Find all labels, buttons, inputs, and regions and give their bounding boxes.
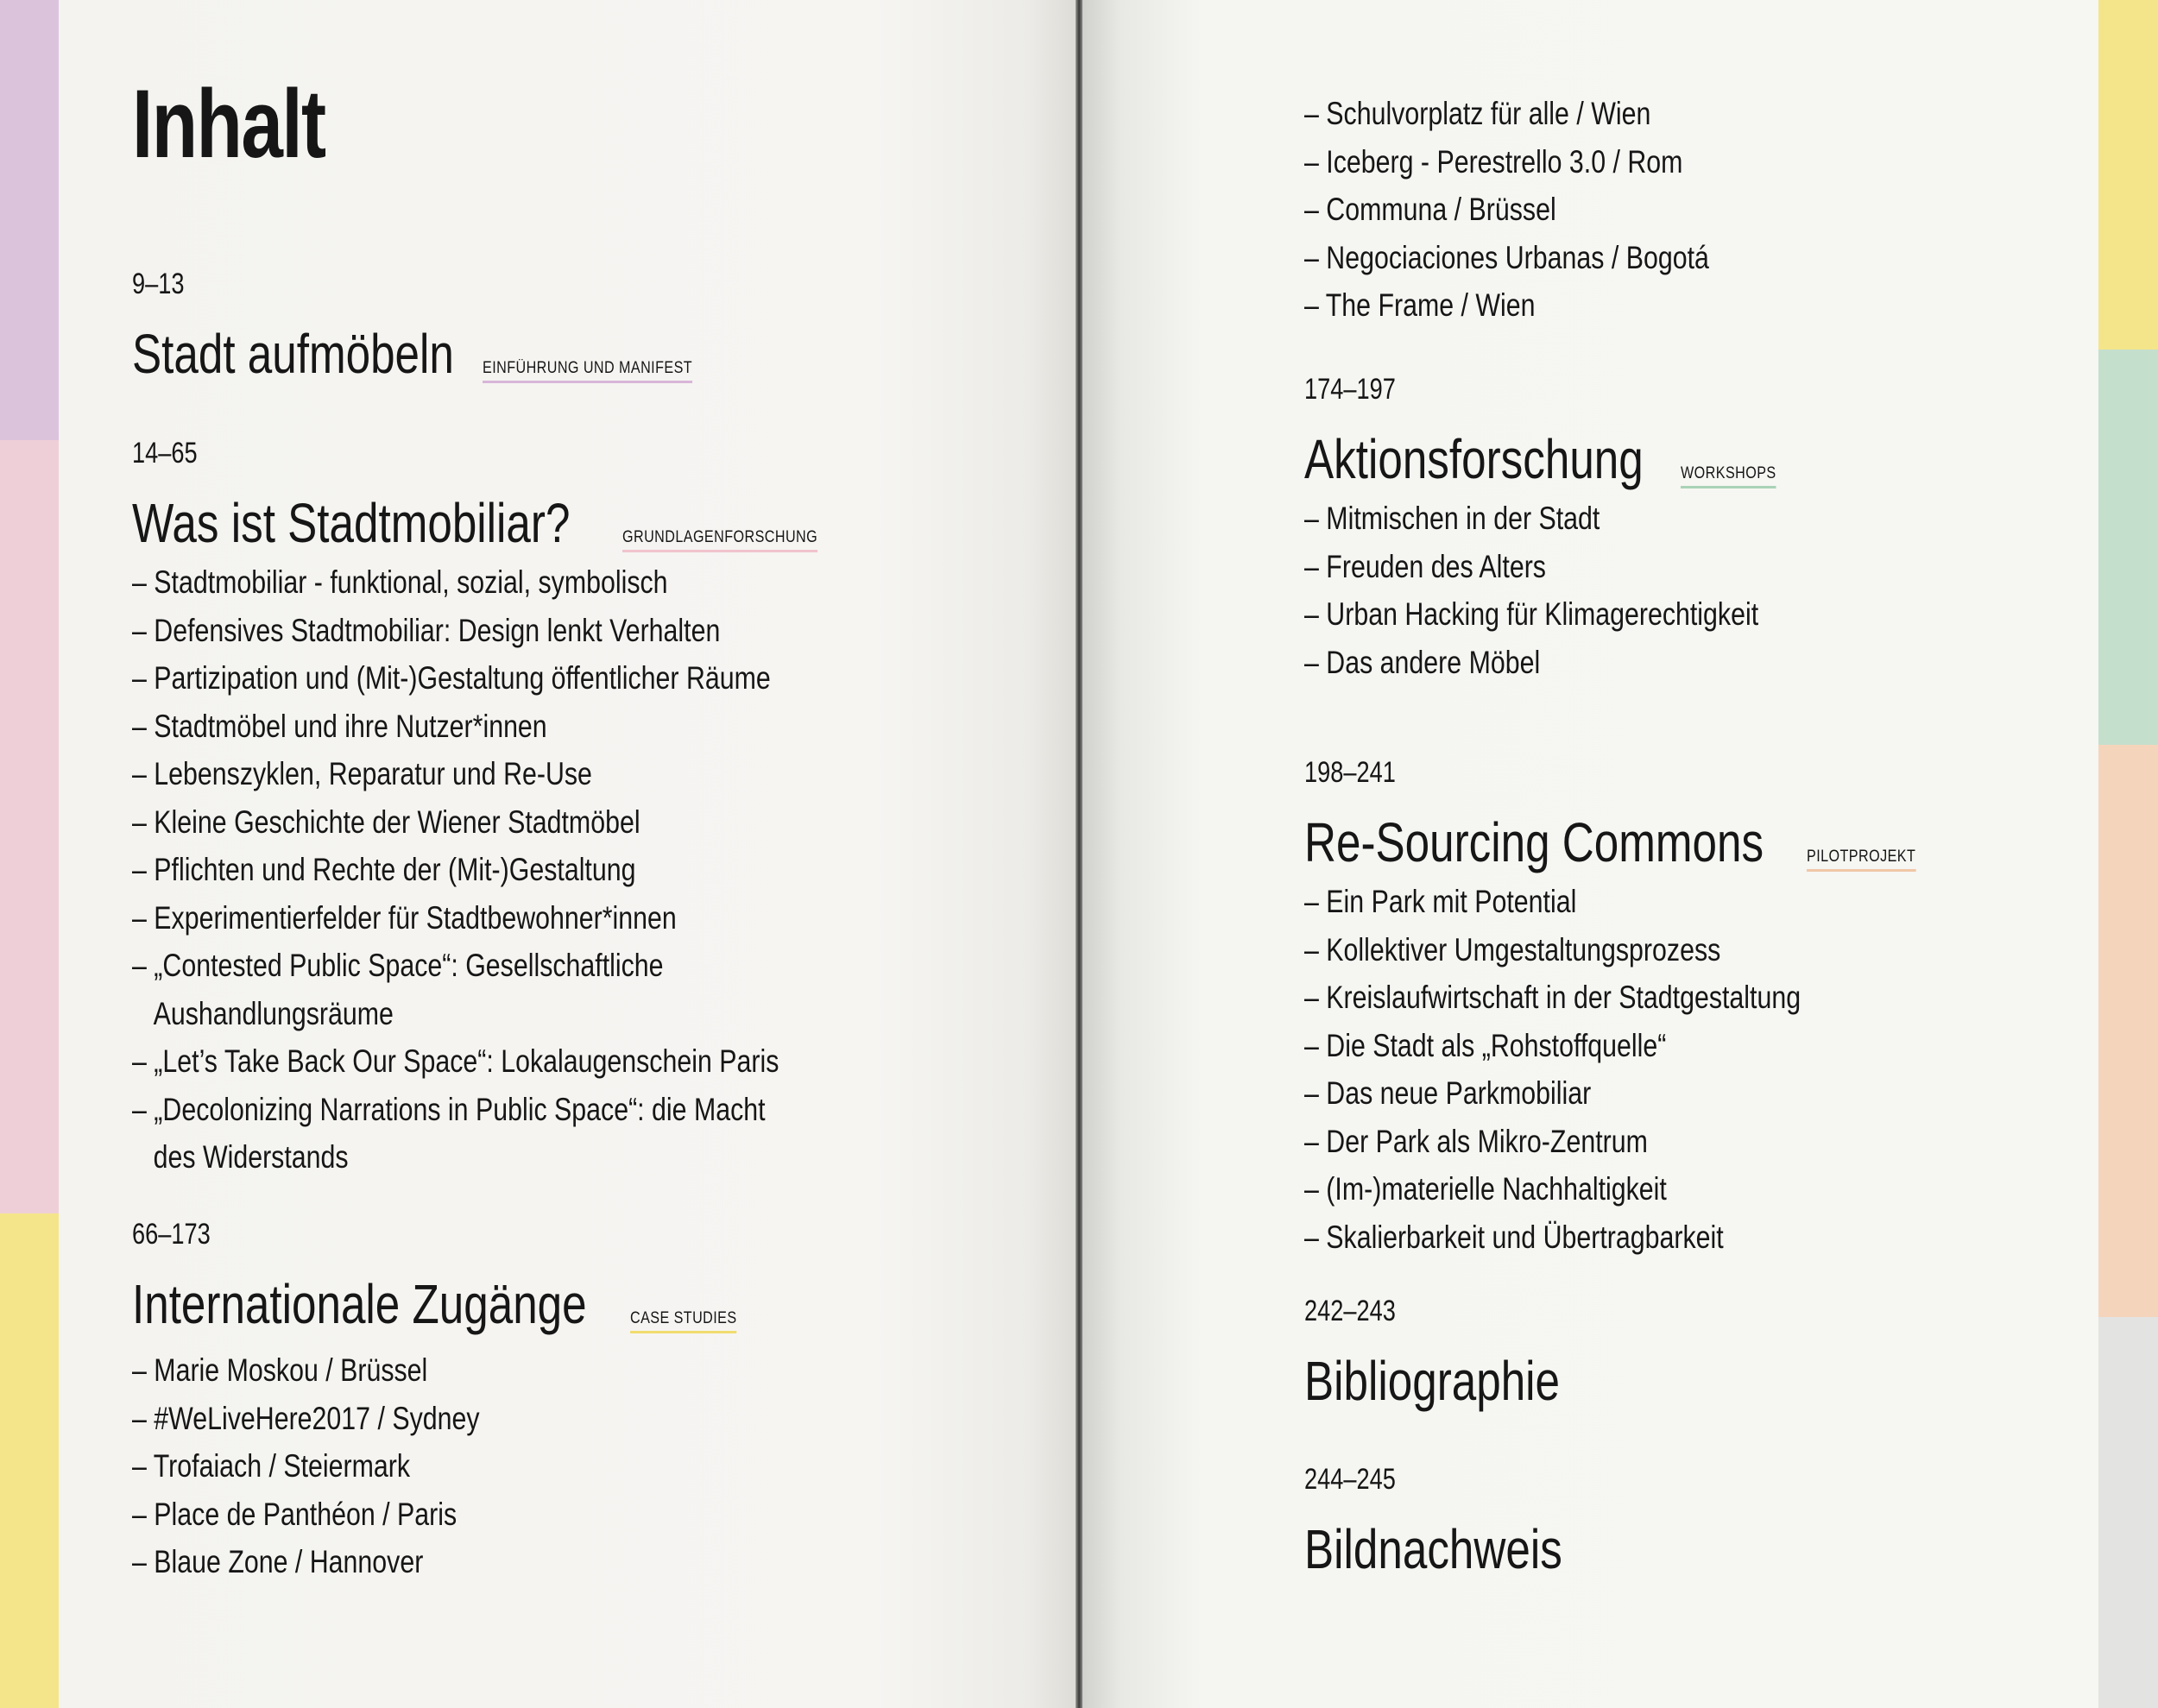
toc-section-5[interactable]: [1304, 756, 1935, 1261]
list-item[interactable]: – #WeLiveHere2017 / Sydney: [132, 1400, 480, 1436]
list-item[interactable]: – The Frame / Wien: [1304, 287, 1536, 323]
page-range: 9–13: [132, 268, 185, 300]
list-item[interactable]: – Ein Park mit Potential: [1304, 884, 1577, 920]
list-item[interactable]: – Partizipation und (Mit-)Gestaltung öffentlicher Räume: [132, 660, 771, 696]
list-item[interactable]: – Stadtmöbel und ihre Nutzer*innen: [132, 708, 547, 744]
list-item[interactable]: – Blaue Zone / Hannover: [132, 1544, 424, 1580]
toc-section-2[interactable]: [132, 437, 921, 1182]
toc-section-4[interactable]: [1304, 373, 1858, 686]
tab-peach: [2098, 745, 2158, 1317]
page-range: 242–243: [1304, 1295, 1396, 1327]
toc-section-6[interactable]: [1304, 1295, 1624, 1411]
list-item[interactable]: – Marie Moskou / Brüssel: [132, 1352, 428, 1389]
section-tag: GRUNDLAGENFORSCHUNG: [622, 528, 817, 552]
section-tag: CASE STUDIES: [630, 1309, 737, 1333]
list-item[interactable]: – Place de Panthéon / Paris: [132, 1496, 457, 1532]
toc-section-3[interactable]: [132, 1218, 755, 1586]
section-items: [132, 558, 921, 1182]
list-item[interactable]: – Lebenszyklen, Reparatur und Re-Use: [132, 756, 592, 792]
list-item[interactable]: – Skalierbarkeit und Übertragbarkeit: [1304, 1219, 1724, 1255]
section-heading: Internationale Zugänge: [132, 1273, 587, 1335]
list-item[interactable]: – Experimentierfelder für Stadtbewohner*innen: [132, 899, 677, 936]
section-items: [1304, 495, 1858, 686]
list-item[interactable]: – „Contested Public Space“: Gesellschaftliche: [132, 948, 664, 984]
list-item[interactable]: – Der Park als Mikro-Zentrum: [1304, 1123, 1648, 1159]
list-item[interactable]: – Pflichten und Rechte der (Mit-)Gestaltung: [132, 852, 636, 888]
list-item[interactable]: – (Im-)materielle Nachhaltigkeit: [1304, 1171, 1667, 1207]
toc-section-7[interactable]: [1304, 1463, 1627, 1579]
page-range: 174–197: [1304, 373, 1396, 406]
list-item[interactable]: – Urban Hacking für Klimagerechtigkeit: [1304, 596, 1759, 633]
tab-yellow-left: [0, 1213, 59, 1708]
list-item[interactable]: – Das neue Parkmobiliar: [1304, 1075, 1592, 1112]
list-item[interactable]: – Trofaiach / Steiermark: [132, 1448, 411, 1484]
tab-yellow-right: [2098, 0, 2158, 350]
list-item-continuation[interactable]: des Widerstands: [153, 1139, 349, 1175]
list-item[interactable]: – Iceberg - Perestrello 3.0 / Rom: [1304, 143, 1683, 180]
section-tag: WORKSHOPS: [1681, 464, 1776, 488]
page-range: 198–241: [1304, 756, 1396, 789]
list-item-continuation[interactable]: Aushandlungsräume: [153, 995, 394, 1031]
list-item[interactable]: – Stadtmobiliar - funktional, sozial, symbolisch: [132, 564, 668, 601]
section-items: [1304, 878, 1935, 1261]
right-page: [1080, 0, 2098, 1708]
tab-grey: [2098, 1317, 2158, 1708]
list-item[interactable]: – Communa / Brüssel: [1304, 192, 1556, 227]
list-item[interactable]: – Mitmischen in der Stadt: [1304, 501, 1600, 537]
toc-title-block: [132, 70, 380, 178]
toc-section-1[interactable]: [132, 268, 729, 384]
list-item[interactable]: – Kleine Geschichte der Wiener Stadtmöbel: [132, 804, 640, 840]
section-heading: Aktionsforschung: [1304, 428, 1644, 490]
toc-continued-items: [1304, 90, 1798, 330]
list-item[interactable]: – Schulvorplatz für alle / Wien: [1304, 96, 1651, 131]
section-tag: PILOTPROJEKT: [1807, 848, 1915, 872]
list-item[interactable]: – Freuden des Alters: [1304, 548, 1546, 584]
list-item[interactable]: – Negociaciones Urbanas / Bogotá: [1304, 239, 1709, 275]
section-heading: Bibliographie: [1304, 1350, 1561, 1412]
section-heading: Bildnachweis: [1304, 1518, 1562, 1580]
page-range: 244–245: [1304, 1463, 1396, 1496]
book-spine-gutter: [1076, 0, 1082, 1708]
list-item[interactable]: – „Let’s Take Back Our Space“: Lokalaugenschein Paris: [132, 1043, 779, 1080]
left-page: [59, 0, 1080, 1708]
tab-pink: [0, 440, 59, 1213]
list-item[interactable]: – Das andere Möbel: [1304, 644, 1541, 680]
tab-lilac: [0, 0, 59, 440]
page-range: 66–173: [132, 1218, 211, 1251]
section-heading: Stadt aufmöbeln: [132, 323, 454, 385]
page-range: 14–65: [132, 437, 198, 470]
section-items: [132, 1346, 755, 1586]
list-item[interactable]: – „Decolonizing Narrations in Public Space“: die Macht: [132, 1091, 766, 1127]
section-tag: EINFÜHRUNG UND MANIFEST: [483, 359, 692, 383]
page-title: Inhalt: [132, 70, 325, 178]
list-item[interactable]: – Defensives Stadtmobiliar: Design lenkt Verhalten: [132, 612, 721, 648]
list-item[interactable]: – Kreislaufwirtschaft in der Stadtgestaltung: [1304, 980, 1801, 1016]
section-heading: Re-Sourcing Commons: [1304, 811, 1764, 873]
list-item[interactable]: – Die Stadt als „Rohstoffquelle“: [1304, 1027, 1667, 1063]
section-heading: Was ist Stadtmobiliar?: [132, 492, 571, 554]
section-items: [1304, 90, 1798, 330]
tab-mint: [2098, 350, 2158, 745]
list-item[interactable]: – Kollektiver Umgestaltungsprozess: [1304, 931, 1721, 967]
